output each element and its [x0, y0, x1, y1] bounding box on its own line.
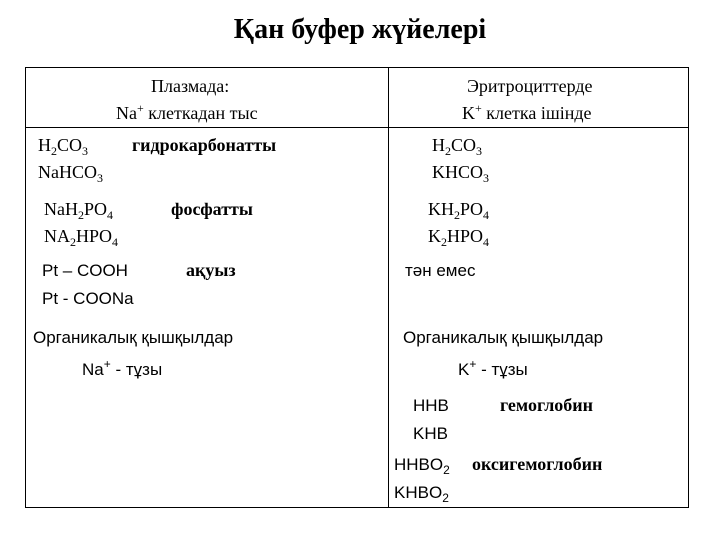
- plasma-protein-salt: Pt - COONa: [42, 289, 134, 308]
- header-divider: [25, 127, 689, 128]
- buffer-table: [25, 67, 689, 508]
- plasma-protein-acid: Pt – COOH: [42, 261, 128, 280]
- protein-label: ақуыз: [186, 260, 236, 280]
- ery-khbo2: $KHBO_2$: [394, 483, 449, 505]
- ery-hhbo2: $HHBO_2$: [394, 455, 450, 477]
- ery-organic-salt: K+ - тұзы: [458, 357, 528, 379]
- oxyhemoglobin-label: оксигемоглобин: [472, 454, 603, 474]
- plasma-sodium-bicarbonate: NaHCO$_3$: [38, 162, 103, 185]
- ery-potassium-hydrogen-phosphate: $K_2HPO_4$: [428, 226, 490, 249]
- erythrocyte-subheader: K+ клетка ішінде: [462, 101, 592, 123]
- plasma-organic-salt: Na+ - тұзы: [82, 357, 163, 379]
- ery-protein-note: тән емес: [405, 261, 476, 280]
- ery-carbonic-acid: $H_2CO_3$: [432, 135, 483, 158]
- ery-hhb: HHB: [413, 396, 449, 415]
- plasma-carbonic-acid: $H_2CO_3$: [38, 135, 89, 158]
- ery-khb: KHB: [413, 424, 448, 443]
- plasma-sodium-dihydrogen-phosphate: $NaH_2PO_4$: [44, 199, 114, 222]
- ery-potassium-dihydrogen-phosphate: $KH_2PO_4$: [428, 199, 490, 222]
- plasma-header: Плазмада:: [151, 76, 230, 96]
- column-divider: [388, 67, 389, 508]
- plasma-sodium-hydrogen-phosphate: $NA_2HPO_4$: [44, 226, 119, 249]
- plasma-organic-acids: Органикалық қышқылдар: [33, 328, 234, 347]
- ery-organic-acids: Органикалық қышқылдар: [403, 328, 604, 347]
- erythrocyte-header: Эритроциттерде: [467, 76, 593, 96]
- plasma-subheader: Na+ клеткадан тыс: [116, 101, 258, 123]
- bicarbonate-label: гидрокарбонатты: [132, 135, 277, 155]
- phosphate-label: фосфатты: [171, 199, 253, 219]
- page-title: Қан буфер жүйелері: [233, 14, 487, 45]
- hemoglobin-label: гемоглобин: [500, 395, 594, 415]
- ery-potassium-bicarbonate: $KHCO_3$: [432, 162, 490, 185]
